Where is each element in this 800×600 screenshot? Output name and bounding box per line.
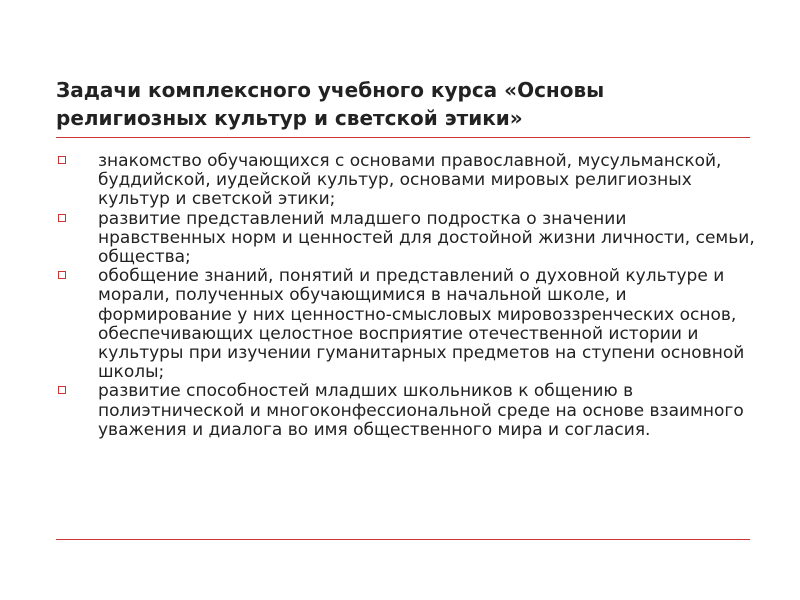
title-divider-line [56,137,750,138]
list-item-text: знакомство обучающихся с основами православной, мусульманской, буддийской, иудейской культур, основами мировых религиозных культур и светской этики; [98,151,722,210]
list-item [56,210,756,268]
list-item [56,382,756,440]
slide-title: Задачи комплексного учебного курса «Основы религиозных культур и светской этики» [56,78,605,130]
list-item-text: обобщение знаний, понятий и представлений о духовной культуре и морали, полученных обучающимися в начальной школе, и формирование у них ценностно-смысловых мировоззренческих основ, обеспечивающих целостное восприятие отечественной истории и культуры при изучении гуманитарных предметов на ступени основной школы; [98,266,745,383]
square-bullet-icon [58,214,66,222]
square-bullet-icon [58,271,66,279]
task-bullet-list [56,152,756,440]
list-item-text: развитие способностей младших школьников к общению в полиэтнической и многоконфессиональной среде на основе взаимного уважения и диалога во имя общественного мира и согласия. [98,381,744,440]
list-item [56,152,756,210]
square-bullet-icon [58,386,66,394]
list-item [56,267,756,382]
footer-divider-line [56,539,750,540]
list-item-text: развитие представлений младшего подростка о значении нравственных норм и ценностей для достойной жизни личности, семьи, общества; [98,208,755,268]
square-bullet-icon [58,156,66,164]
